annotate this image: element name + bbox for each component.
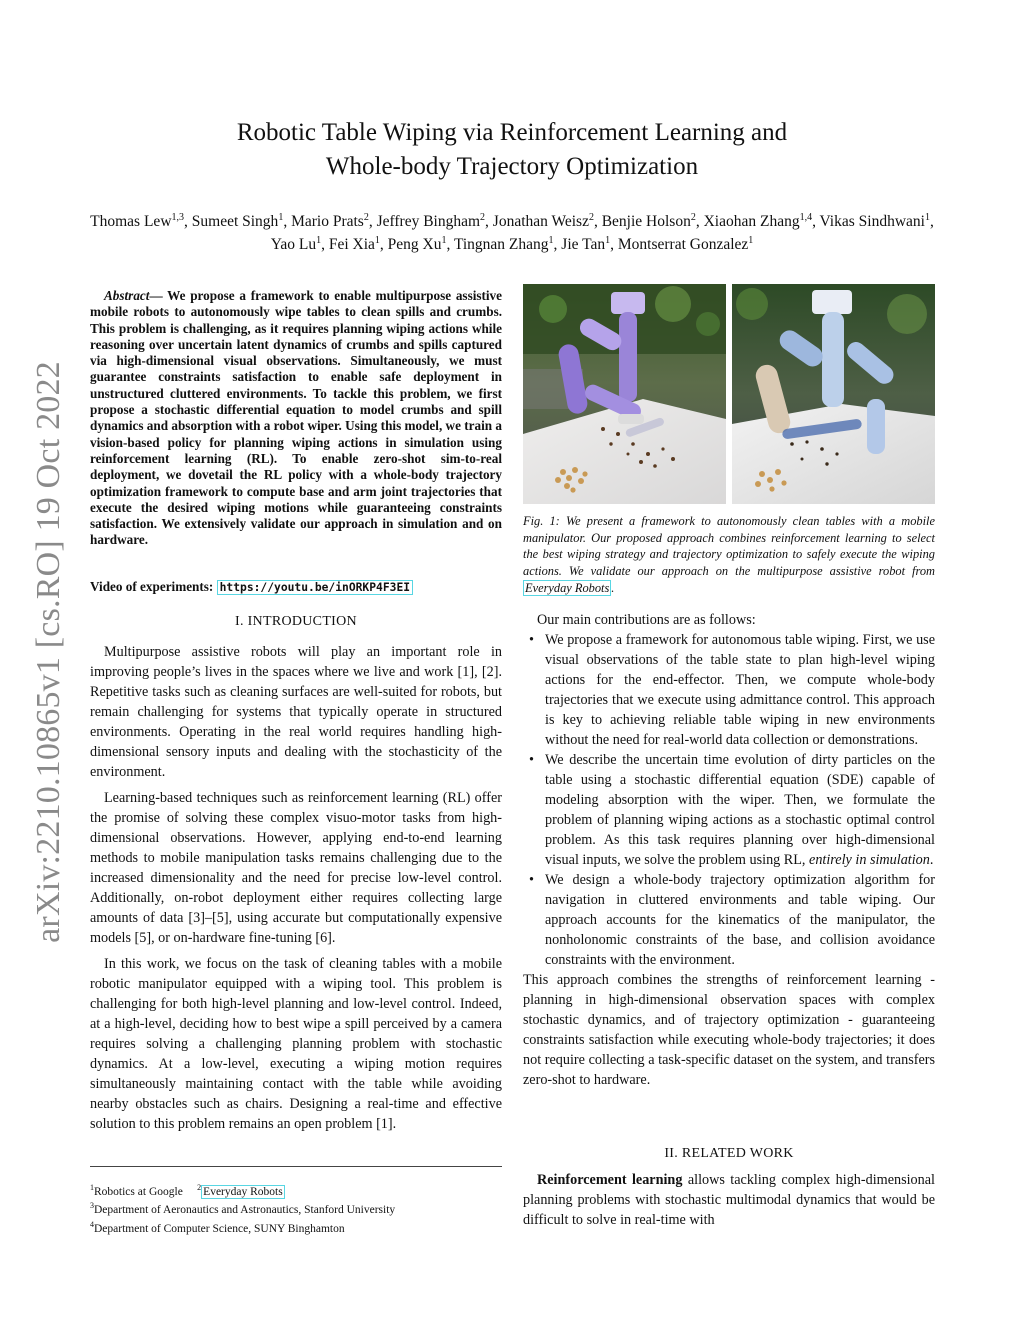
author-name: , Tingnan Zhang (446, 236, 549, 253)
introduction-body (90, 642, 502, 1134)
intro-paragraph-2: Learning-based techniques such as reinforcement learning (RL) offer the promise of solving these complex visuo-motor tasks from high-dimensional observations. However, applying end-to-end learning methods to mobile manipulation tasks remains challenging due to the increased dimensionality and the need for precise low-level control. Additionally, on-robot deployment either requires collecting large amounts of data [3]–[5], using accurate but computationally expensive models [5], or on-hardware fine-tuning [6]. (90, 790, 502, 946)
video-line (90, 578, 502, 596)
contribution-2-text: We describe the uncertain time evolution of dirty particles on the table using a stochastic differential equation (SDE) capable of modeling absorption with the wiper. Then, we formulate the problem of planning wiping actions as a stochastic optimal control problem. As this task requires planning over high-dimensional visual inputs, we solve the problem using RL, (545, 752, 935, 868)
contribution-item-1: • We propose a framework for autonomous table wiping. First, we use visual observations of the table state to plan high-level wiping actions for the end-effector. Then, we compute whole-body trajectories that we execute using admittance control. This approach is key to achieving reliable table wiping in new environments without the need for real-world data collection or demonstrations. (523, 630, 935, 750)
affiliation-mark: 2 (363, 211, 369, 223)
figure-1 (523, 284, 935, 504)
contributions (523, 610, 935, 1090)
affiliation-mark: 1 (605, 234, 611, 246)
author-name: , Benjie Holson (593, 213, 691, 230)
author-list (88, 210, 936, 256)
abstract-dash: — (149, 288, 168, 303)
abstract (90, 288, 502, 549)
video-label: Video of experiments: (90, 579, 217, 594)
author-name: , Vikas Sindhwani (812, 213, 925, 230)
contributions-closing: This approach combines the strengths of reinforcement learning - planning in high-dimensional observation spaces with complex stochastic dynamics, and of trajectory optimization - guaranteeing constraints satisfaction while executing whole-body trajectories; it does not require collecting a task-specific dataset on the system, and transfers zero-shot to hardware. (523, 972, 935, 1088)
affiliation-mark: 1 (278, 211, 284, 223)
contribution-2-emph: entirely in simulation (809, 852, 930, 868)
paper-title (90, 116, 934, 184)
section-heading-related-work: II. RELATED WORK (664, 1146, 794, 1161)
footnote-line-3 (90, 1199, 502, 1217)
footnote-line-4 (90, 1218, 502, 1236)
affiliation-mark: 1,4 (799, 211, 813, 223)
everyday-robots-link[interactable]: Everyday Robots (203, 1185, 283, 1198)
intro-paragraph-3: In this work, we focus on the task of cleaning tables with a mobile robotic manipulator equipped with a wiping tool. This problem is challenging for both high-level planning and low-level control. Indeed, at a high-level, deciding how to best wipe a spill perceived by a camera requires solving a challenging planning problem with stochastic dynamics. At a low-level, executing a wiping motion requires simultaneously maintaining contact with the table while avoiding nearby obstacles such as chairs. Designing a real-time and effective solution to this problem remains an open problem [1]. (90, 956, 502, 1132)
author-name: , Jie Tan (553, 236, 606, 253)
contribution-item-2 (523, 750, 935, 870)
author-name: , Montserrat Gonzalez (610, 236, 749, 253)
footnote-google: Robotics at Google (94, 1185, 183, 1198)
author-name: , Xiaohan Zhang (695, 213, 800, 230)
author-name: , Jonathan Weisz (485, 213, 589, 230)
caption-end: . (611, 580, 615, 595)
author-name: , Fei Xia (321, 236, 375, 253)
caption-everyday-robots-link[interactable]: Everyday Robots (525, 580, 610, 595)
caption-text: Fig. 1: We present a framework to autonomously clean tables with a mobile manipulator. Our proposed approach combines reinforcement learning to select the best wiping strategy and trajectory optimization to safely execute the wiping actions. We validate our approach on the multipurpose assistive robot from (523, 514, 935, 579)
affiliation-mark: 1 (374, 234, 380, 246)
arxiv-stamp: arXiv:2210.10865v1 [cs.RO] 19 Oct 2022 (30, 361, 67, 943)
footnote-mark: 1 (90, 1183, 94, 1192)
author-name: Thomas Lew (90, 213, 172, 230)
affiliation-mark: 1 (924, 211, 930, 223)
footnote-mark: 3 (90, 1201, 94, 1211)
related-work-lead: Reinforcement learning (537, 1172, 683, 1188)
title-line-1: Robotic Table Wiping via Reinforcement Learning and (236, 119, 788, 146)
affiliation-mark: 1,3 (171, 211, 185, 223)
footnote-mark: 2 (197, 1183, 202, 1192)
affiliation-mark: 1 (748, 234, 754, 246)
footnotes (90, 1166, 502, 1236)
footnote-mark: 4 (90, 1219, 94, 1229)
affiliation-mark: 2 (480, 211, 486, 223)
affiliation-mark: 1 (316, 234, 322, 246)
related-work-body (523, 1170, 935, 1230)
related-work-paragraph (523, 1170, 935, 1230)
contributions-intro: Our main contributions are as follows: (537, 612, 756, 628)
contributions-list (523, 630, 935, 970)
footnote-stanford: Department of Aeronautics and Astronautics, Stanford University (94, 1204, 396, 1217)
abstract-label: Abstract (104, 288, 150, 303)
footnote-suny: Department of Computer Science, SUNY Binghamton (94, 1222, 345, 1235)
related-work-text: allows tackling complex high-dimensional planning problems with stochastic multimodal dynamics that would be difficult to solve in real-time with (523, 1172, 935, 1228)
abstract-text: We propose a framework to enable multipurpose assistive mobile robots to autonomously wipe tables to clean spills and crumbs. This problem is challenging, as it requires planning wiping actions while reasoning over uncertain latent dynamics of crumbs and spills captured via high-dimensional visual observations. Simultaneously, we must guarantee constraints satisfaction to enable safe deployment in unstructured cluttered environments. To tackle this problem, we first propose a stochastic differential equation to model crumbs and spill dynamics and absorption with a robot wiper. Using this model, we train a vision-based policy for planning wiping actions in simulation using reinforcement learning (RL). To enable zero-shot sim-to-real deployment, we dovetail the RL policy with a whole-body trajectory optimization framework to compute base and arm joint trajectories that execute the desired wiping motions while guaranteeing constraints satisfaction. We extensively validate our approach in simulation and on hardware. (90, 288, 502, 548)
intro-paragraph-1: Multipurpose assistive robots will play an important role in improving people’s lives in the spaces where we live and work [1], [2]. Repetitive tasks such as cleaning surfaces are well-suited for robots, but remain challenging for systems that typically operate in structured environments. Operating in the real world requires handling high-dimensional sensory inputs and dealing with the stochasticity of the environment. (90, 644, 502, 780)
contribution-2-end: . (929, 852, 934, 868)
affiliation-mark: 2 (690, 211, 696, 223)
author-name: , Sumeet Singh (184, 213, 279, 230)
author-name: , Jeffrey Bingham (368, 213, 481, 230)
photo-simulation (523, 284, 726, 504)
author-name: , Yao Lu (270, 213, 934, 253)
robot-sim-image (523, 284, 726, 504)
affiliation-mark: 1 (441, 234, 447, 246)
author-name: , Peng Xu (379, 236, 442, 253)
title-line-2: Whole-body Trajectory Optimization (325, 153, 699, 180)
section-heading-introduction: I. INTRODUCTION (235, 614, 357, 629)
figure-1-caption (523, 513, 935, 597)
video-link[interactable]: https://youtu.be/inORKP4F3EI (217, 580, 413, 595)
author-name: , Mario Prats (283, 213, 364, 230)
footnote-line-1 (90, 1181, 502, 1199)
affiliation-mark: 1 (548, 234, 554, 246)
photo-hardware (732, 284, 935, 504)
affiliation-mark: 2 (588, 211, 594, 223)
contribution-item-3: • We design a whole-body trajectory optimization algorithm for navigation in cluttered environments and table wiping. Our approach accounts for the kinematics of the manipulator, the nonholonomic constraints of the base, and collision avoidance constraints with the environment. (523, 870, 935, 970)
robot-hardware-image (732, 284, 935, 504)
